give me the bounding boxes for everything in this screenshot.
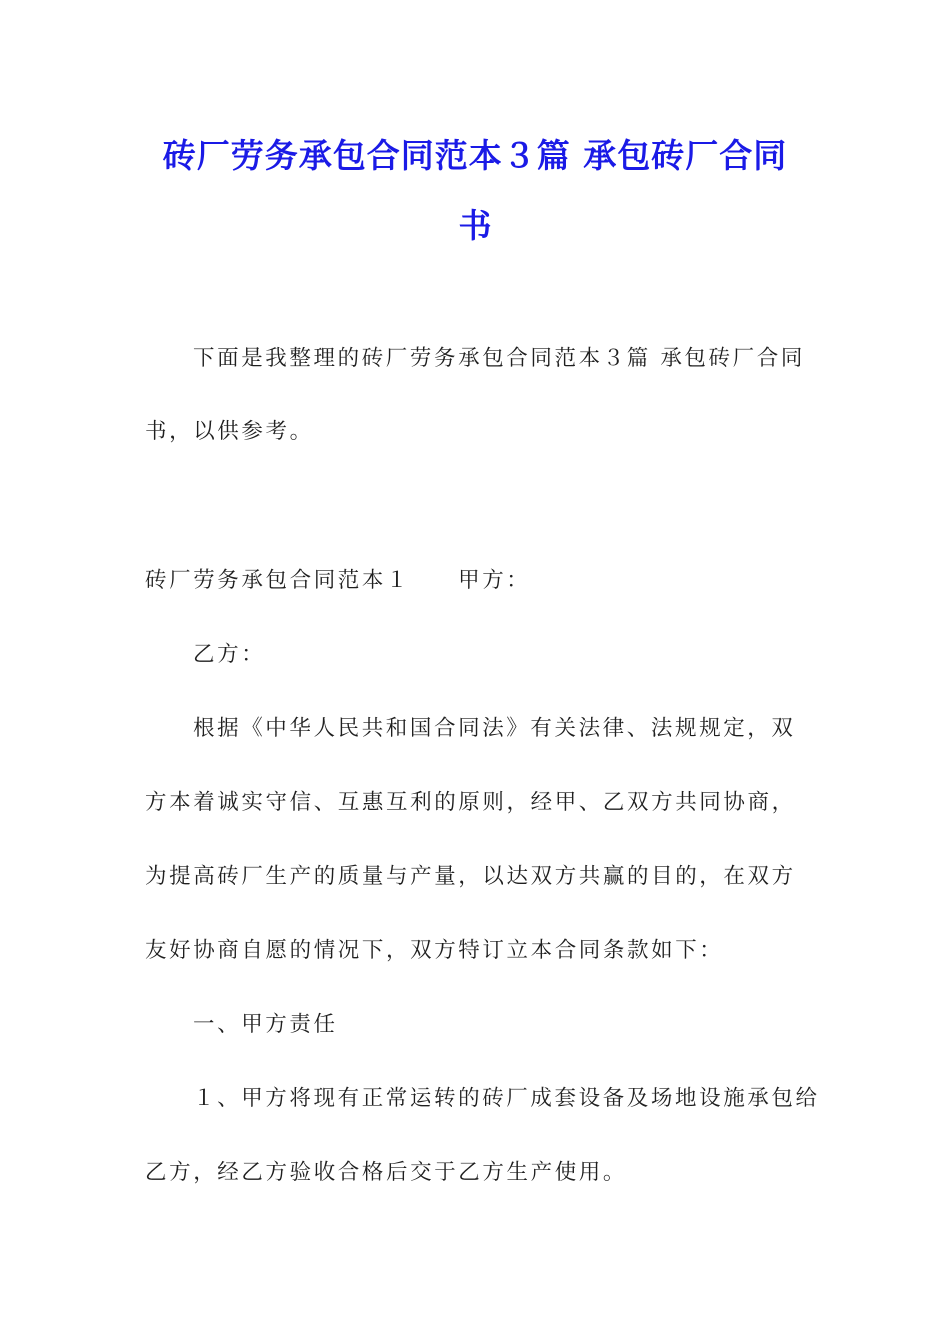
- intro-line-2: 书，以供参考。: [145, 419, 314, 444]
- item-1-line-2: 乙方，经乙方验收合格后交于乙方生产使用。: [145, 1160, 628, 1185]
- sample-heading: 砖厂劳务承包合同范本１: [145, 568, 411, 593]
- section-heading: 一、甲方责任: [193, 1012, 338, 1037]
- sample-heading-line: [145, 563, 815, 599]
- basis-line-4: 友好协商自愿的情况下，双方特订立本合同条款如下：: [145, 938, 724, 963]
- basis-line-2: 方本着诚实守信、互惠互利的原则，经甲、乙双方共同协商，: [145, 790, 796, 815]
- party-a-label: 甲方：: [458, 568, 531, 593]
- basis-line-1: 根据《中华人民共和国合同法》有关法律、法规规定，双: [193, 716, 796, 741]
- basis-line-3: 为提高砖厂生产的质量与产量，以达双方共赢的目的，在双方: [145, 864, 796, 889]
- document-title-line-1: 砖厂劳务承包合同范本３篇 承包砖厂合同: [162, 136, 788, 175]
- party-b-label: 乙方：: [193, 642, 266, 667]
- item-1-line-1: １、甲方将现有正常运转的砖厂成套设备及场地设施承包给: [193, 1086, 820, 1111]
- intro-line-1: 下面是我整理的砖厂劳务承包合同范本３篇 承包砖厂合同: [193, 346, 805, 371]
- document-title-line-2: 书: [458, 206, 492, 245]
